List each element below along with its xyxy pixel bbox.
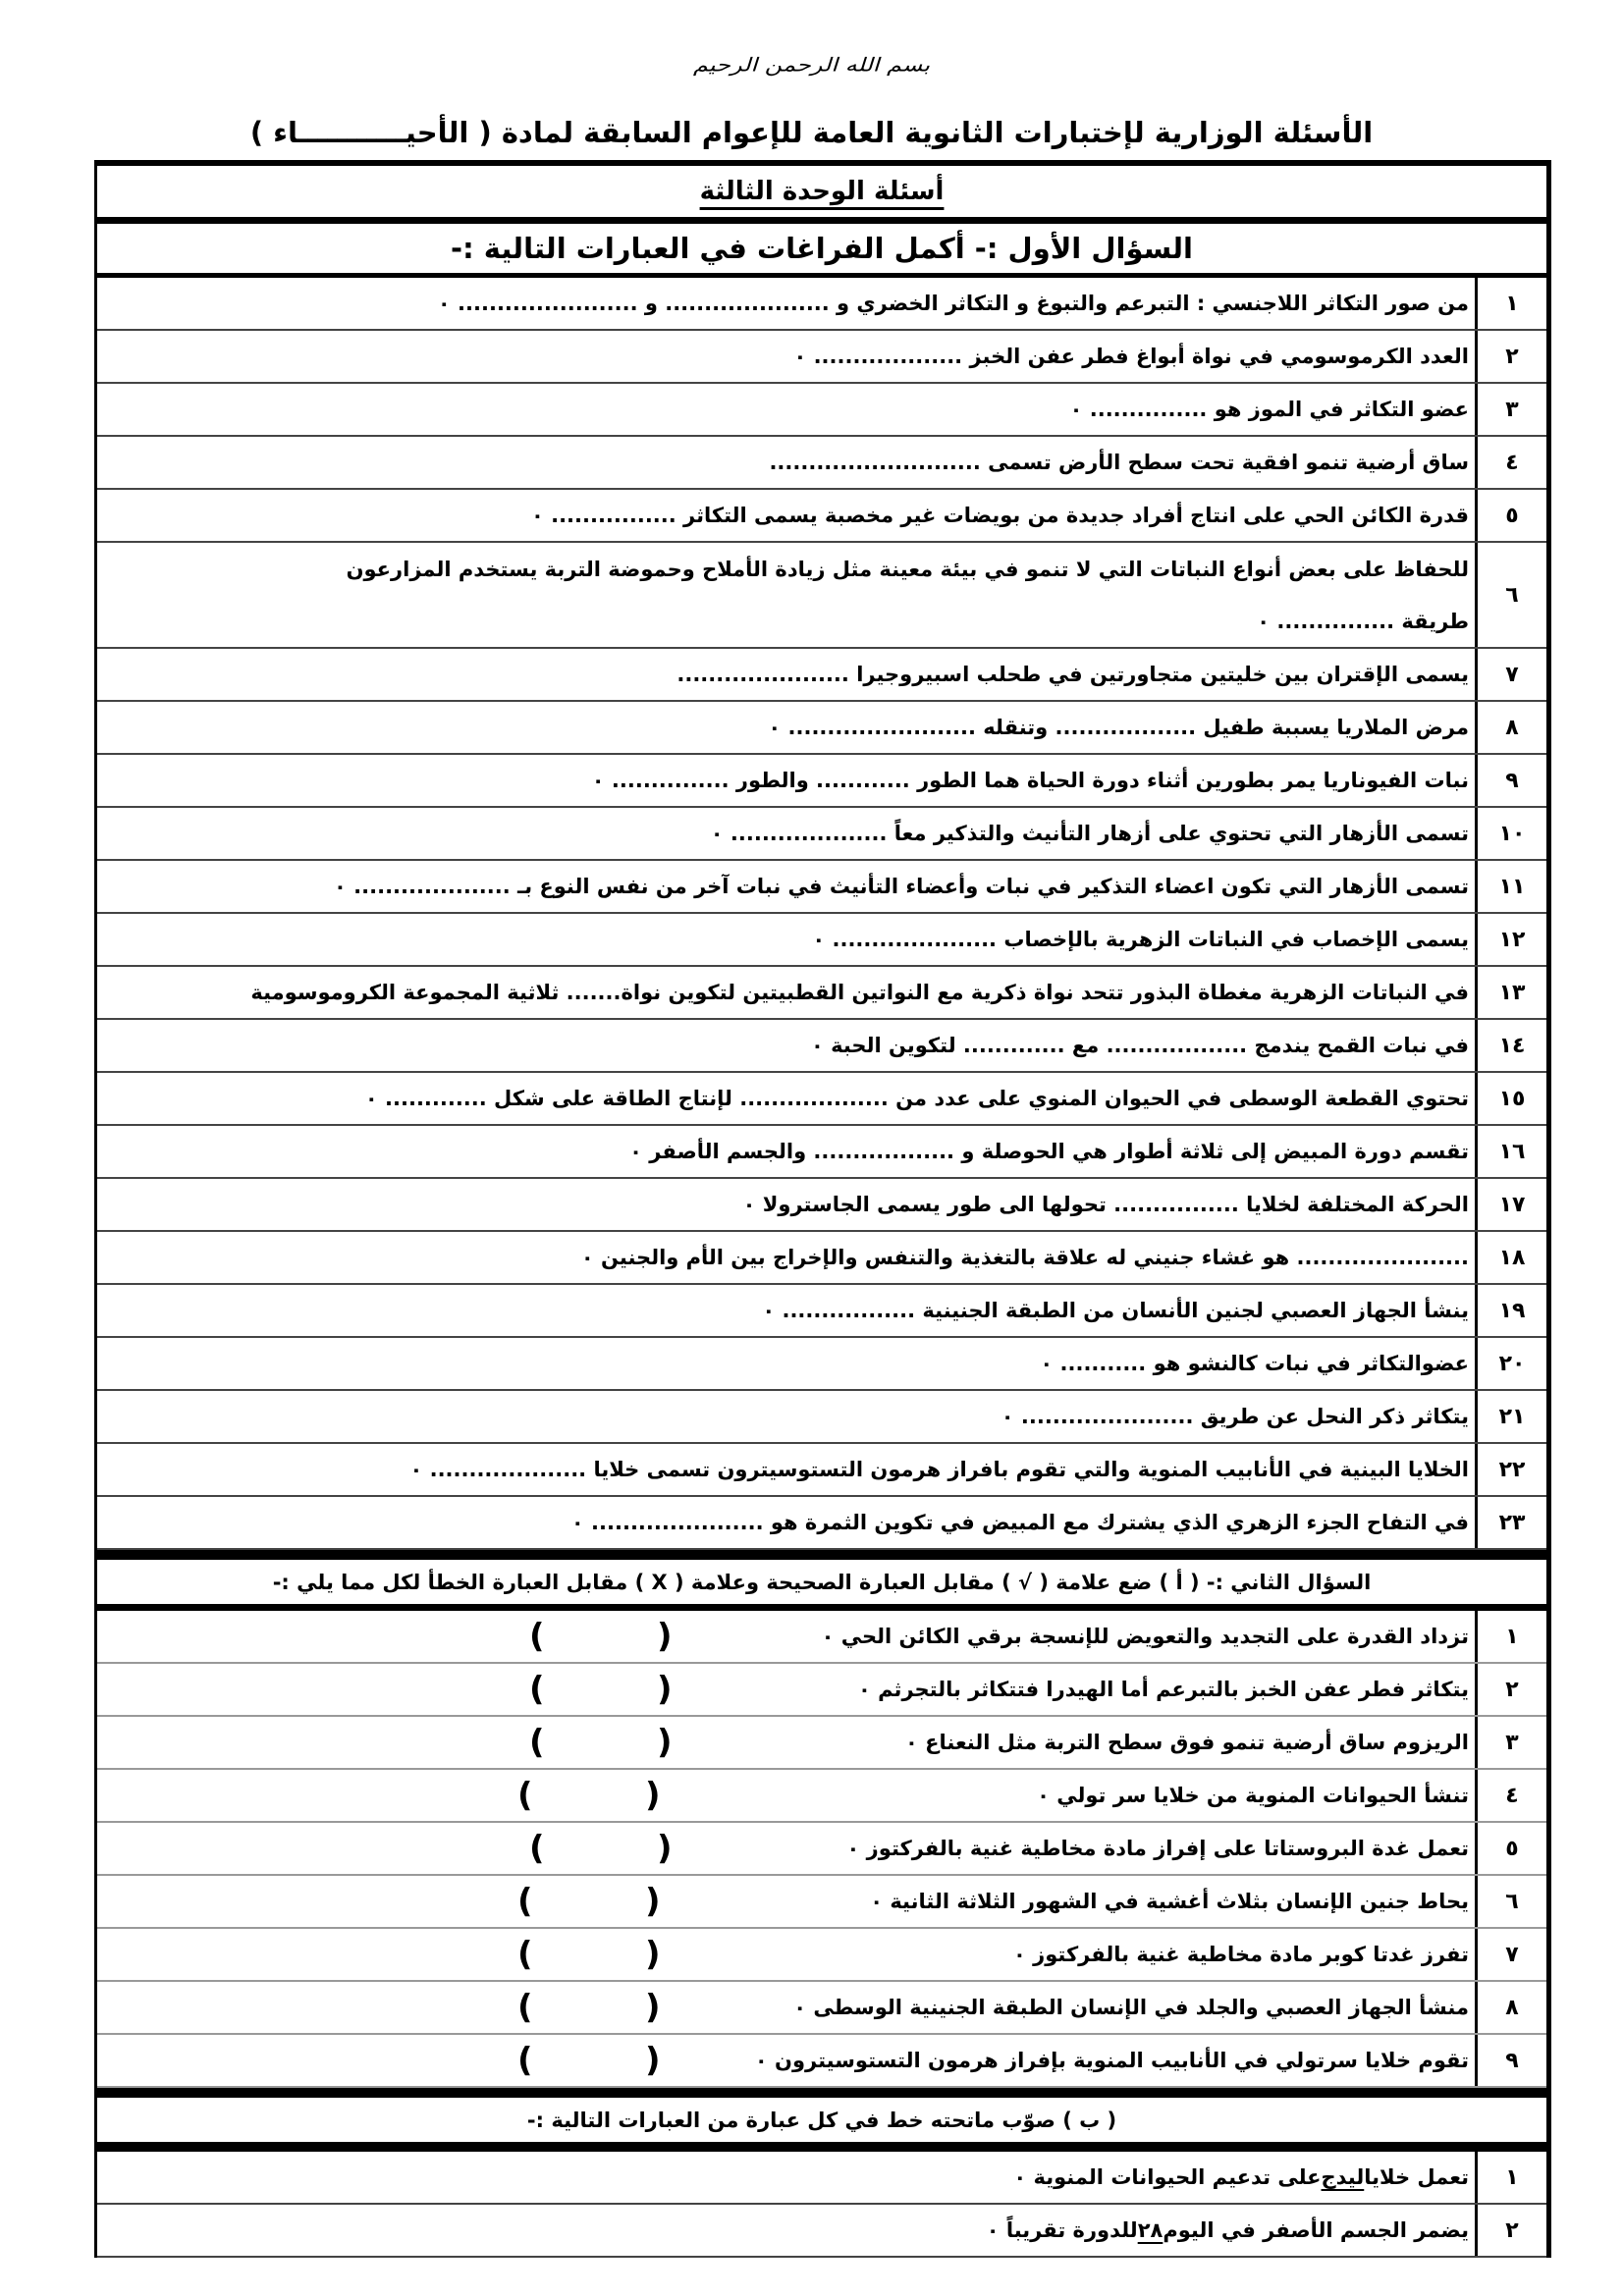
item-text: يحاط جنين الإنسان بثلاث أغشية في الشهور الثلاثة الثانية ٠ <box>870 1890 1469 1913</box>
answer-paren-open[interactable]: ( <box>645 1988 661 2027</box>
item-text: تسمى الأزهار التي تكون اعضاء التذكير في نبات وأعضاء التأنيث في نبات آخر من نفس النوع بـ .................... ٠ <box>334 875 1469 898</box>
item-text-before: يضمر الجسم الأصفر في اليوم <box>1163 2218 1469 2242</box>
answer-paren-open[interactable]: ( <box>657 1617 673 1656</box>
item-text-cell <box>97 755 1475 806</box>
fill-blank-item <box>97 1179 1546 1232</box>
true-false-item <box>97 1876 1546 1929</box>
fill-blank-item <box>97 1497 1546 1550</box>
item-text: الريزوم ساق أرضية تنمو فوق سطح التربة مثل النعناع ٠ <box>905 1731 1469 1754</box>
item-text-cell <box>97 1823 1475 1874</box>
item-text: الحركة المختلفة لخلايا ................ تحولها الى طور يسمى الجاسترولا ٠ <box>742 1193 1469 1216</box>
item-number: ٣ <box>1475 384 1546 435</box>
q1-heading: السؤال الأول :- أكمل الفراغات في العبارات التالية :- <box>97 224 1546 273</box>
item-text: تفرز غدتا كوبر مادة مخاطية غنية بالفركتوز ٠ <box>1013 1943 1469 1966</box>
item-text: يسمى الإقتران بين خليتين متجاورتين في طحلب اسبيروجيرا ...................... <box>676 663 1469 686</box>
item-text-cell <box>97 2205 1475 2256</box>
answer-paren-open[interactable]: ( <box>645 2041 661 2080</box>
fill-blank-item <box>97 1338 1546 1391</box>
q1-list <box>97 278 1546 1550</box>
item-text: عضو التكاثر في الموز هو ............... ٠ <box>1069 398 1469 421</box>
document-title: الأسئلة الوزارية لإختبارات الثانوية العامة للإعوام السابقة لمادة ( الأحيـــــــــــاء ) <box>249 116 1374 149</box>
item-text-cell <box>97 1611 1475 1662</box>
item-number: ٨ <box>1475 1982 1546 2033</box>
item-number: ٢ <box>1475 331 1546 382</box>
item-text-cell <box>97 967 1475 1018</box>
item-text: العدد الكرموسومي في نواة أبواغ فطر عفن الخبز ................... ٠ <box>793 345 1469 368</box>
item-text: يتكاثر فطر عفن الخبز بالتبرعم أما الهيدرا فتتكاثر بالتجرثم ٠ <box>857 1678 1469 1701</box>
item-text: للحفاظ على بعض أنواع النباتات التي لا تنمو في بيئة معينة مثل زيادة الأملاح وحموضة التربة يستخدم المزارعون <box>346 557 1469 581</box>
divider <box>97 217 1546 224</box>
answer-paren-close[interactable]: ) <box>517 1988 533 2027</box>
item-number: ٢٢ <box>1475 1444 1546 1495</box>
true-false-item <box>97 1823 1546 1876</box>
fill-blank-item <box>97 755 1546 808</box>
item-text: نبات الفيوناريا يمر بطورين أثناء دورة الحياة هما الطور ............ والطور ............... ٠ <box>591 769 1469 792</box>
fill-blank-item <box>97 490 1546 543</box>
item-text-cell <box>97 1020 1475 1071</box>
item-text-cell <box>97 1073 1475 1124</box>
item-number: ٣ <box>1475 1717 1546 1768</box>
fill-blank-item <box>97 1285 1546 1338</box>
item-text: تقسم دورة المبيض إلى ثلاثة أطوار هي الحوصلة و .................. والجسم الأصفر ٠ <box>629 1140 1469 1163</box>
item-text: مرض الملاريا يسببة طفيل .................. وتنقله ........................ ٠ <box>768 716 1469 739</box>
item-text-cell <box>97 2152 1475 2203</box>
item-text: من صور التكاثر اللاجنسي : التبرعم والتبوغ و التكاثر الخضري و ..................... و ....................... ٠ <box>437 292 1469 315</box>
item-text-continued: طريقة ............... ٠ <box>1257 609 1469 633</box>
divider <box>97 1604 1546 1611</box>
item-text-cell <box>97 1444 1475 1495</box>
fill-blank-item <box>97 702 1546 755</box>
item-number: ١٧ <box>1475 1179 1546 1230</box>
fill-blank-item <box>97 437 1546 490</box>
item-number: ١١ <box>1475 861 1546 912</box>
fill-blank-item <box>97 1232 1546 1285</box>
fill-blank-item <box>97 543 1546 649</box>
item-text-before: تعمل خلايا <box>1364 2165 1469 2189</box>
item-number: ٤ <box>1475 437 1546 488</box>
item-text-cell <box>97 490 1475 541</box>
answer-paren-open[interactable]: ( <box>657 1723 673 1762</box>
item-text-cell <box>97 1929 1475 1980</box>
answer-paren-close[interactable]: ) <box>517 2041 533 2080</box>
item-text-cell <box>97 543 1475 647</box>
true-false-item <box>97 1982 1546 2035</box>
fill-blank-item <box>97 1073 1546 1126</box>
item-text-cell <box>97 1717 1475 1768</box>
answer-paren-close[interactable]: ) <box>517 1776 533 1815</box>
item-text-cell <box>97 1664 1475 1715</box>
item-number: ١٣ <box>1475 967 1546 1018</box>
answer-paren-close[interactable]: ) <box>529 1829 545 1868</box>
q2-heading: السؤال الثاني :- ( أ ) ضع علامة ( √ ) مقابل العبارة الصحيحة وعلامة ( X ) مقابل العبارة الخطأ لكل مما يلي :- <box>97 1560 1546 1604</box>
item-text-cell <box>97 1232 1475 1283</box>
item-number: ١٠ <box>1475 808 1546 859</box>
q2-list <box>97 1611 1546 2088</box>
item-number: ٩ <box>1475 2035 1546 2086</box>
item-number: ١ <box>1475 278 1546 329</box>
answer-paren-close[interactable]: ) <box>517 1882 533 1921</box>
answer-paren-close[interactable]: ) <box>529 1723 545 1762</box>
item-text-cell <box>97 861 1475 912</box>
item-text-cell <box>97 331 1475 382</box>
item-number: ١ <box>1475 1611 1546 1662</box>
answer-paren-open[interactable]: ( <box>645 1882 661 1921</box>
divider <box>97 2142 1546 2152</box>
divider <box>97 1550 1546 1560</box>
item-text-after: للدورة تقريباً ٠ <box>986 2218 1138 2242</box>
item-text: تعمل غدة البروستاتا على إفراز مادة مخاطية غنية بالفركتوز ٠ <box>846 1837 1469 1860</box>
item-number: ٧ <box>1475 1929 1546 1980</box>
item-number: ٢ <box>1475 2205 1546 2256</box>
fill-blank-item <box>97 384 1546 437</box>
item-text: ينشأ الجهاز العصبي لجنين الأنسان من الطبقة الجنينية ................. ٠ <box>762 1299 1469 1322</box>
unit-header <box>97 166 1546 217</box>
fill-blank-item <box>97 278 1546 331</box>
fill-blank-item <box>97 1126 1546 1179</box>
fill-blank-item <box>97 967 1546 1020</box>
item-text: في نبات القمح يندمج .................. مع ............. لتكوين الحبة ٠ <box>810 1034 1469 1057</box>
item-number: ٢٣ <box>1475 1497 1546 1548</box>
fill-blank-item <box>97 649 1546 702</box>
item-number: ١٩ <box>1475 1285 1546 1336</box>
item-text: تسمى الأزهار التي تحتوي على أزهار التأنيث والتذكير معاً .................... ٠ <box>710 822 1469 845</box>
answer-paren-close[interactable]: ) <box>529 1670 545 1709</box>
item-number: ٥ <box>1475 490 1546 541</box>
item-number: ٦ <box>1475 1876 1546 1927</box>
item-text-after: على تدعيم الحيوانات المنوية ٠ <box>1013 2165 1322 2189</box>
item-text: منشأ الجهاز العصبي والجلد في الإنسان الطبقة الجنينية الوسطى ٠ <box>793 1996 1469 2019</box>
fill-blank-item <box>97 861 1546 914</box>
true-false-item <box>97 1611 1546 1664</box>
item-number: ٨ <box>1475 702 1546 753</box>
fill-blank-item <box>97 331 1546 384</box>
item-text-cell <box>97 384 1475 435</box>
answer-paren-open[interactable]: ( <box>657 1829 673 1868</box>
unit-title: أسئلة الوحدة الثالثة <box>699 177 945 206</box>
item-text-cell <box>97 1770 1475 1821</box>
item-number: ١٢ <box>1475 914 1546 965</box>
question-sheet <box>94 160 1551 2258</box>
answer-paren-open[interactable]: ( <box>657 1670 673 1709</box>
item-text-cell <box>97 1876 1475 1927</box>
underlined-term: ليدج <box>1321 2165 1365 2189</box>
true-false-item <box>97 1717 1546 1770</box>
item-text: يسمى الإخصاب في النباتات الزهرية بالإخصاب ..................... ٠ <box>812 928 1469 951</box>
item-number: ١٨ <box>1475 1232 1546 1283</box>
answer-paren-open[interactable]: ( <box>645 1776 661 1815</box>
item-text-cell <box>97 278 1475 329</box>
item-number: ٥ <box>1475 1823 1546 1874</box>
true-false-item <box>97 2035 1546 2088</box>
item-text: تنشأ الحيوانات المنوية من خلايا سر تولي ٠ <box>1037 1784 1469 1807</box>
item-text-cell <box>97 1179 1475 1230</box>
item-text-cell <box>97 1338 1475 1389</box>
true-false-item <box>97 1929 1546 1982</box>
item-text: في النباتات الزهرية مغطاة البذور تتحد نواة ذكرية مع النواتين القطبيتين لتكوين نواة....... ثلاثية المجموعة الكروموسومية <box>250 981 1469 1004</box>
correction-item <box>97 2152 1546 2205</box>
item-text: الخلايا البينية في الأنابيب المنوية والتي تقوم بافراز هرمون التستوسيترون تسمى خلايا .................... ٠ <box>409 1458 1469 1481</box>
item-text-cell <box>97 914 1475 965</box>
fill-blank-item <box>97 1020 1546 1073</box>
basmala-logo: بسم الله الرحمن الرحيم <box>692 53 931 77</box>
item-number: ١٤ <box>1475 1020 1546 1071</box>
item-text-cell <box>97 1982 1475 2033</box>
fill-blank-item <box>97 808 1546 861</box>
item-text: تحتوي القطعة الوسطى في الحيوان المنوي على عدد من ................... لإنتاج الطاقة على شكل ............. ٠ <box>364 1087 1469 1110</box>
item-text-cell <box>97 1391 1475 1442</box>
item-text-cell <box>97 808 1475 859</box>
item-text-cell <box>97 649 1475 700</box>
true-false-item <box>97 1770 1546 1823</box>
item-number: ٢ <box>1475 1664 1546 1715</box>
item-text: في التفاح الجزء الزهري الذي يشترك مع المبيض في تكوين الثمرة هو ...................... ٠ <box>570 1511 1469 1534</box>
item-number: ٩ <box>1475 755 1546 806</box>
qb-heading: ( ب ) صوّب ماتحته خط في كل عبارة من العبارات التالية :- <box>97 2098 1546 2142</box>
fill-blank-item <box>97 1444 1546 1497</box>
item-text-cell <box>97 1126 1475 1177</box>
item-text: قدرة الكائن الحي على انتاج أفراد جديدة من بويضات غير مخصبة يسمى التكاثر ................ ٠ <box>530 504 1469 527</box>
item-text: يتكاثر ذكر النحل عن طريق ...................... ٠ <box>1001 1405 1469 1428</box>
item-text-cell <box>97 1285 1475 1336</box>
underlined-term: ٢٨ <box>1137 2218 1163 2242</box>
item-text: تقوم خلايا سرتولي في الأنابيب المنوية بإفراز هرمون التستوسيترون ٠ <box>754 2049 1469 2072</box>
item-text-cell <box>97 702 1475 753</box>
item-text-cell <box>97 2035 1475 2086</box>
item-text: ...................... هو غشاء جنيني له علاقة بالتغذية والتنفس والإخراج بين الأم والجنين ٠ <box>580 1246 1469 1269</box>
qb-list <box>97 2152 1546 2258</box>
item-number: ٦ <box>1475 543 1546 647</box>
divider <box>97 2088 1546 2098</box>
fill-blank-item <box>97 914 1546 967</box>
item-number: ٢٠ <box>1475 1338 1546 1389</box>
item-text-cell <box>97 1497 1475 1548</box>
correction-item <box>97 2205 1546 2258</box>
item-text-cell <box>97 437 1475 488</box>
item-number: ١ <box>1475 2152 1546 2203</box>
item-text: ساق أرضية تنمو افقية تحت سطح الأرض تسمى ........................... <box>769 451 1469 474</box>
item-number: ١٥ <box>1475 1073 1546 1124</box>
item-text: عضوالتكاثر في نبات كالنشو هو ........... ٠ <box>1040 1352 1469 1375</box>
answer-paren-open[interactable]: ( <box>645 1935 661 1974</box>
item-number: ٧ <box>1475 649 1546 700</box>
answer-paren-close[interactable]: ) <box>517 1935 533 1974</box>
answer-paren-close[interactable]: ) <box>529 1617 545 1656</box>
fill-blank-item <box>97 1391 1546 1444</box>
item-number: ١٦ <box>1475 1126 1546 1177</box>
item-number: ٤ <box>1475 1770 1546 1821</box>
item-number: ٢١ <box>1475 1391 1546 1442</box>
true-false-item <box>97 1664 1546 1717</box>
item-text: تزداد القدرة على التجديد والتعويض للإنسجة برقي الكائن الحي ٠ <box>821 1625 1469 1648</box>
